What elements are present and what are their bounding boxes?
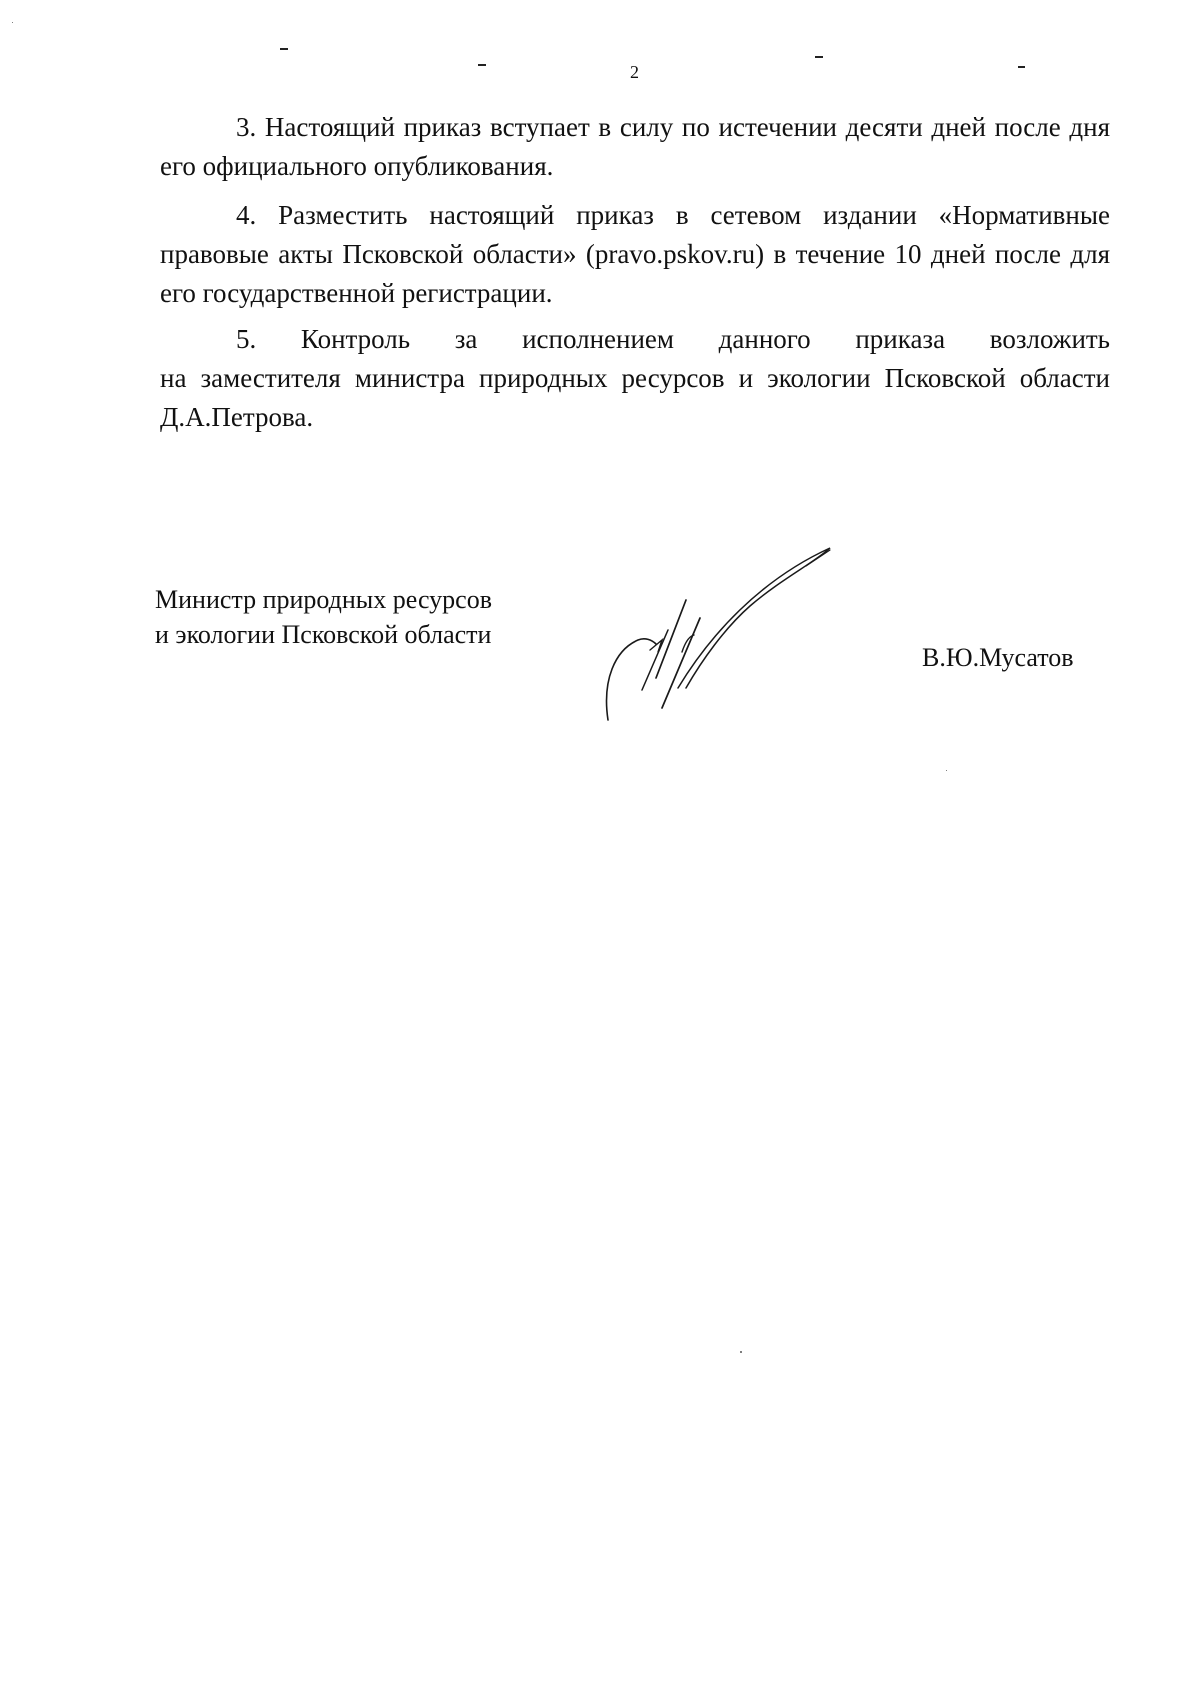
signatory-position (155, 582, 492, 652)
scan-mark (478, 64, 486, 66)
paragraph-5-continuation: на заместителя министра природных ресурсов и экологии Псковской области Д.А.Петрова. (160, 363, 1110, 432)
paragraph-5 (160, 320, 1110, 437)
signer-name: В.Ю.Мусатов (922, 643, 1074, 672)
handwritten-signature (590, 540, 890, 740)
scan-mark (280, 48, 288, 50)
scan-dot (740, 1351, 742, 1353)
scan-mark (1018, 66, 1025, 68)
page-number: 2 (630, 62, 639, 82)
paragraph-5-first-line: 5. Контроль за исполнением данного приказа возложить (236, 324, 1110, 354)
paragraph-3: 3. Настоящий приказ вступает в силу по истечении десяти дней после дня его официального опубликования. (160, 112, 1110, 181)
signatory-position-line-2: и экологии Псковской области (155, 620, 492, 649)
signatory-position-line-1: Министр природных ресурсов (155, 585, 492, 614)
paragraph-4: 4. Разместить настоящий приказ в сетевом издании «Нормативные правовые акты Псковской области» (pravo.pskov.ru) в течение 10 дней после для его государственной регистрации. (160, 200, 1110, 308)
scan-dot (946, 770, 947, 771)
scan-mark (815, 56, 823, 58)
scan-dot (12, 22, 13, 23)
